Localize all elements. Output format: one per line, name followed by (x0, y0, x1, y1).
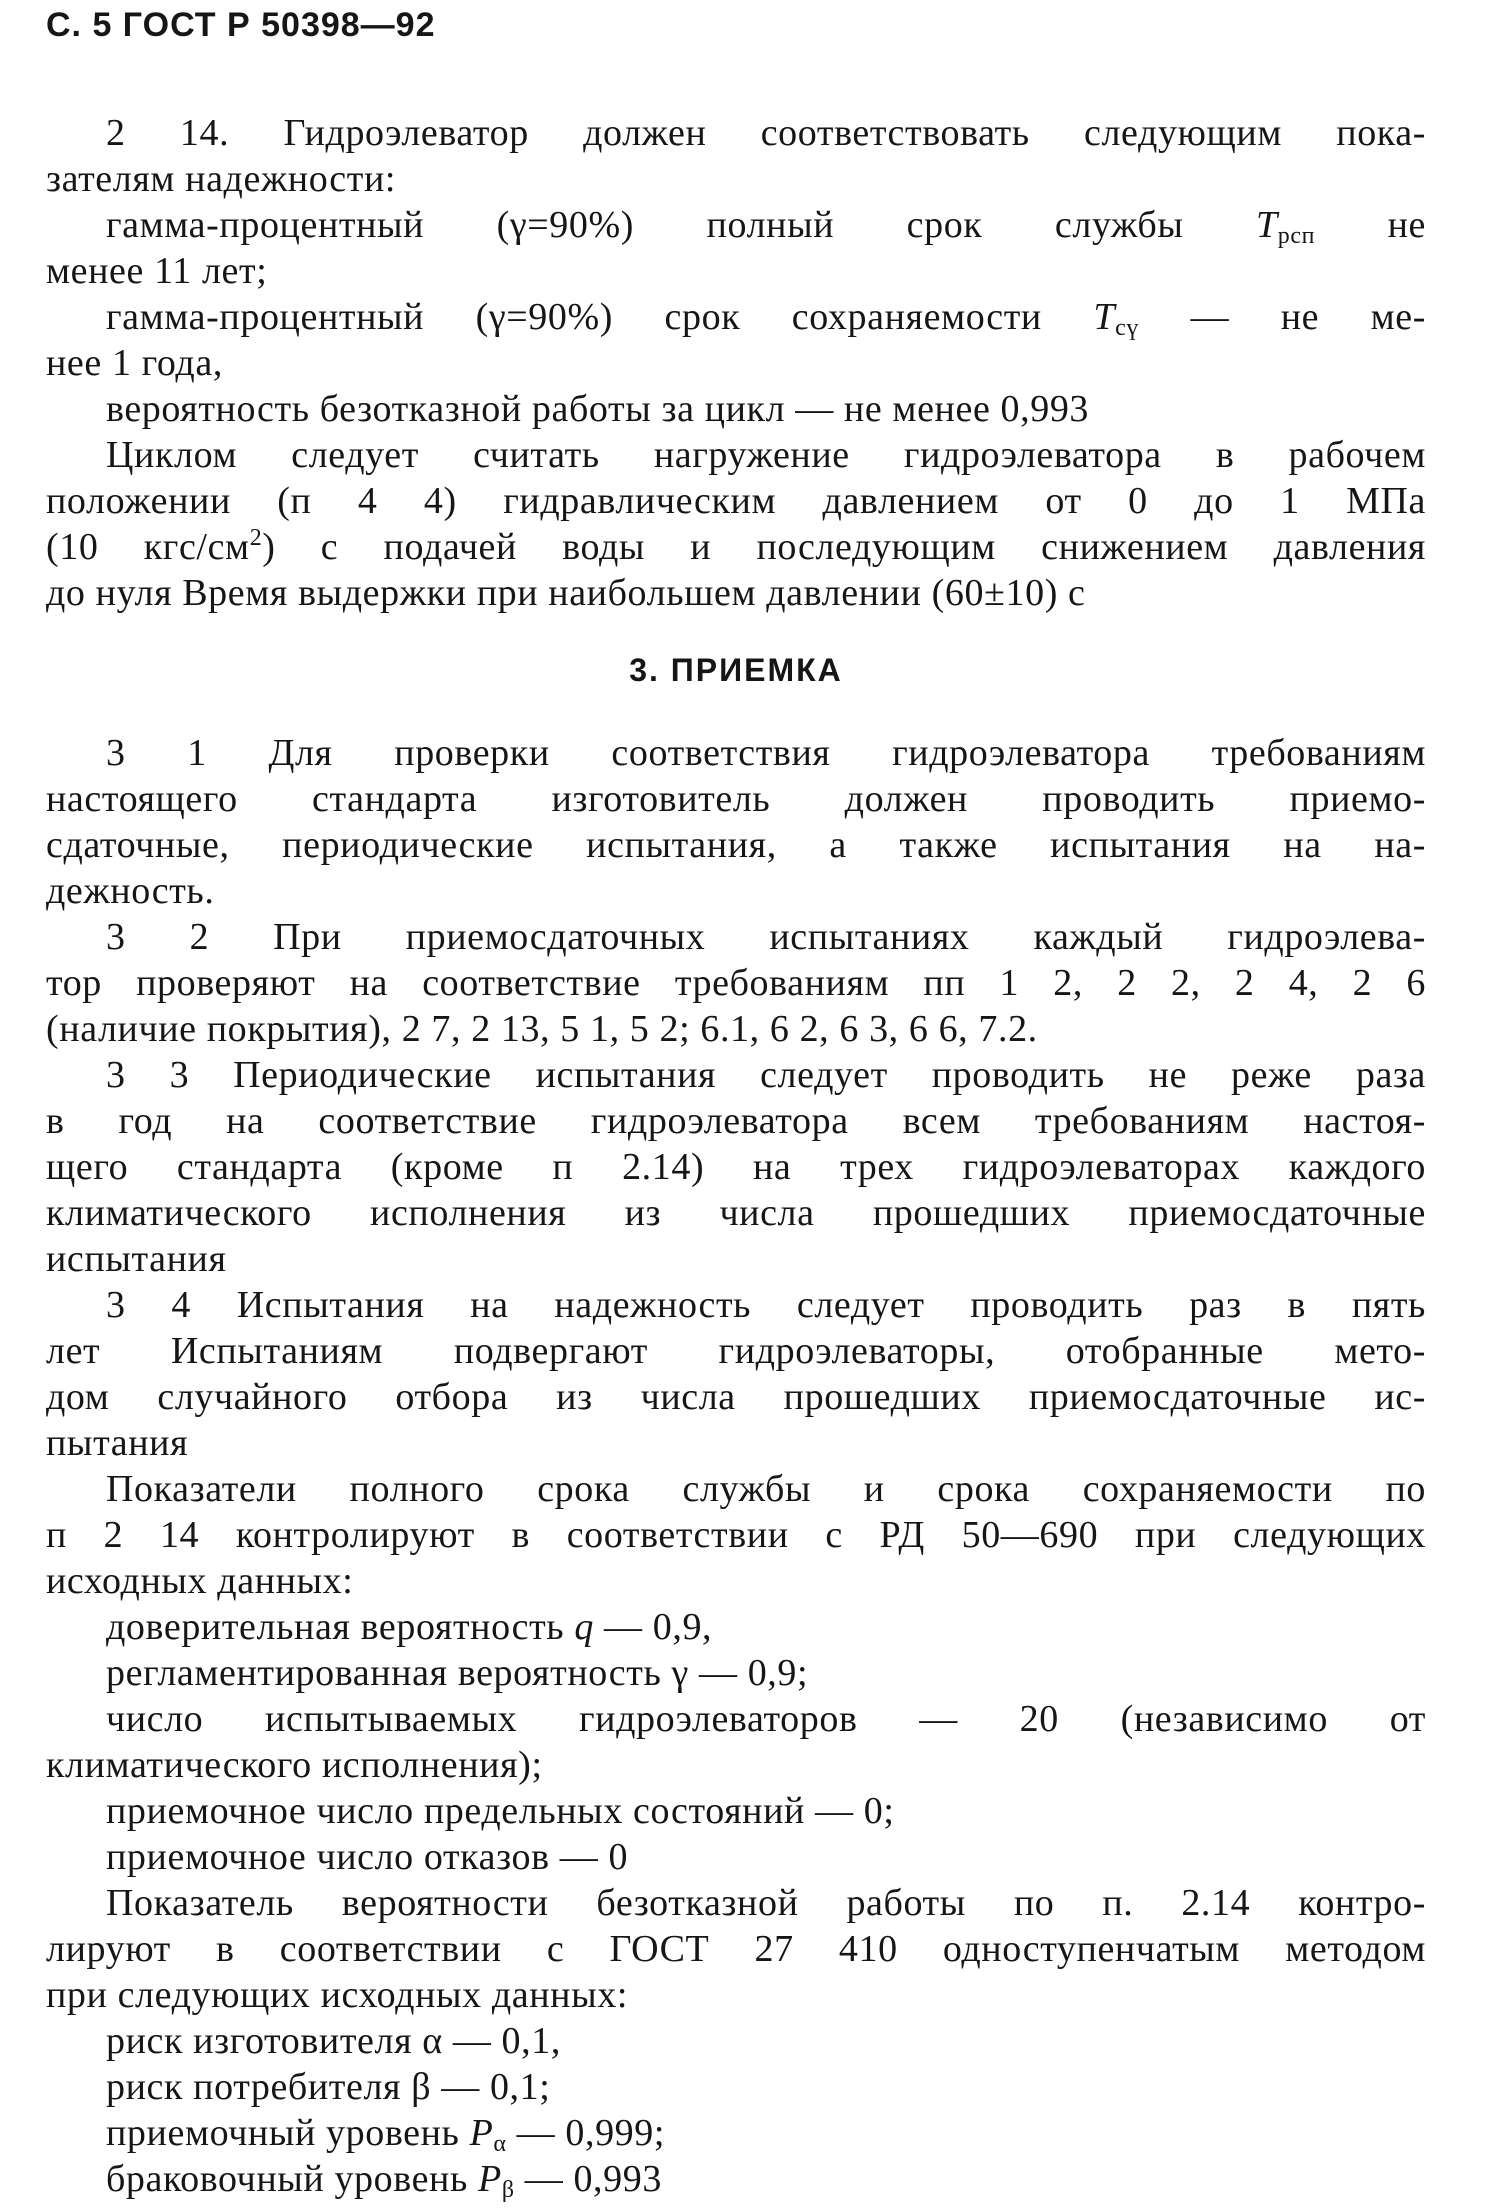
text-line: пытания (46, 1422, 189, 1464)
formula-subscript: α (493, 2131, 507, 2157)
text-line: регламентированная вероятность γ — 0,9; (106, 1652, 809, 1694)
text-line: лируют в соответствии с ГОСТ 27 410 одноступенчатым методом (46, 1928, 1426, 1970)
text-line: риск потребителя β — 0,1; (106, 2066, 551, 2108)
text-line: дежность. (46, 870, 215, 912)
text-fragment: — не ме- (1190, 296, 1426, 338)
superscript: 2 (249, 525, 263, 551)
text-line: климатического исполнения из числа прошедших приемосдаточные (46, 1192, 1426, 1234)
text-line: риск изготовителя α — 0,1, (106, 2020, 561, 2062)
text-line: Циклом следует считать нагружение гидроэлеватора в рабочем (106, 434, 1426, 476)
text-line: (наличие покрытия), 2 7, 2 13, 5 1, 5 2; 6.1, 6 2, 6 3, 6 6, 7.2. (46, 1008, 1038, 1050)
text-line: приемочное число отказов — 0 (106, 1836, 629, 1878)
running-header: С. 5 ГОСТ Р 50398—92 (46, 6, 436, 44)
text-line: до нуля Время выдержки при наибольшем давлении (60±10) с (46, 572, 1086, 614)
text-line: 3 3 Периодические испытания следует проводить не реже раза (106, 1054, 1426, 1096)
formula-symbol: q (574, 1606, 594, 1648)
text-line: испытания (46, 1238, 227, 1280)
text-line (46, 524, 1426, 570)
text-line: п 2 14 контролируют в соответствии с РД 50—690 при следующих (46, 1514, 1426, 1556)
formula-subscript: сү (1115, 315, 1140, 341)
text-line (46, 202, 1426, 248)
text-line: настоящего стандарта изготовитель должен проводить приемо- (46, 778, 1426, 820)
text-line: менее 11 лет; (46, 250, 268, 292)
text-line: 2 14. Гидроэлеватор должен соответствовать следующим пока- (106, 112, 1426, 154)
section-3-body (46, 730, 1426, 2202)
formula-subscript: рсп (1277, 223, 1316, 249)
text-line: вероятность безотказной работы за цикл — не менее 0,993 (106, 388, 1090, 430)
text-line: Показатель вероятности безотказной работы по п. 2.14 контро- (106, 1882, 1426, 1924)
text-fragment: не (1387, 204, 1426, 246)
text-line (46, 294, 1426, 340)
text-line: тор проверяют на соответствие требованиям пп 1 2, 2 2, 2 4, 2 6 (46, 962, 1426, 1004)
text-fragment: ) с подачей воды и последующим снижением давления (262, 526, 1426, 568)
text-line: 3 2 При приемосдаточных испытаниях каждый гидроэлева- (106, 916, 1426, 958)
text-line (46, 2156, 1426, 2202)
formula-symbol: T (1093, 296, 1116, 338)
text-line: 3 1 Для проверки соответствия гидроэлеватора требованиям (106, 732, 1426, 774)
text-fragment: приемочный уровень (106, 2112, 460, 2154)
text-line: при следующих исходных данных: (46, 1974, 629, 2016)
text-line (46, 1604, 1426, 1650)
formula-subscript: β (501, 2177, 515, 2203)
text-line: в год на соответствие гидроэлеватора всем требованиям настоя- (46, 1100, 1426, 1142)
formula-symbol: P (469, 2112, 494, 2154)
text-line: дом случайного отбора из числа прошедших приемосдаточные ис- (46, 1376, 1426, 1418)
text-fragment: гамма-процентный (γ=90%) срок сохраняемости (106, 296, 1042, 338)
paragraph-2-14 (46, 110, 1426, 616)
text-line: лет Испытаниям подвергают гидроэлеваторы, отобранные мето- (46, 1330, 1426, 1372)
text-fragment: доверительная вероятность (106, 1606, 565, 1648)
text-line: зателям надежности: (46, 158, 397, 200)
formula (1256, 204, 1316, 249)
text-line: щего стандарта (кроме п 2.14) на трех гидроэлеваторах каждого (46, 1146, 1426, 1188)
text-line: приемочное число предельных состояний — 0; (106, 1790, 895, 1832)
text-line: сдаточные, периодические испытания, а также испытания на на- (46, 824, 1426, 866)
text-fragment: браковочный уровень (106, 2158, 468, 2200)
text-line: положении (п 4 4) гидравлическим давлением от 0 до 1 МПа (46, 480, 1426, 522)
formula-symbol: T (1256, 204, 1278, 246)
text-fragment: (10 кгс/см (46, 526, 250, 568)
text-line: Показатели полного срока службы и срока сохраняемости по (106, 1468, 1426, 1510)
section-heading: 3. ПРИЕМКА (629, 652, 843, 688)
text-fragment: — 0,993 (514, 2158, 662, 2200)
text-line (46, 2110, 1426, 2156)
text-fragment: — 0,999; (506, 2112, 666, 2154)
formula-symbol: P (478, 2158, 502, 2200)
text-fragment: гамма-процентный (γ=90%) полный срок службы (106, 204, 1184, 246)
formula (1093, 296, 1140, 341)
text-line: исходных данных: (46, 1560, 354, 1602)
text-line: 3 4 Испытания на надежность следует проводить раз в пять (106, 1284, 1426, 1326)
text-line: нее 1 года, (46, 342, 223, 384)
text-line: климатического исполнения); (46, 1744, 543, 1786)
text-fragment: — 0,9, (593, 1606, 713, 1648)
text-line: число испытываемых гидроэлеваторов — 20 (независимо от (106, 1698, 1426, 1740)
